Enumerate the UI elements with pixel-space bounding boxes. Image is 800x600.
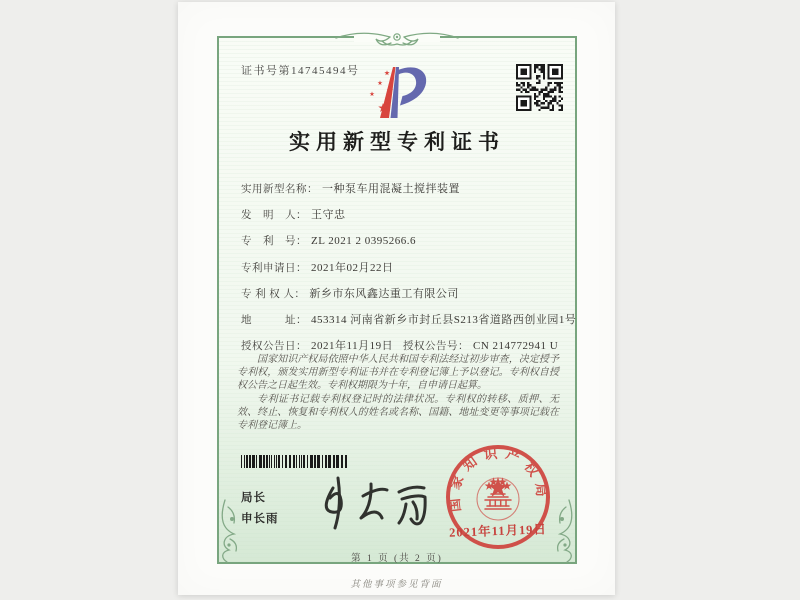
signer-title: 局长: [241, 492, 266, 504]
certificate-number: 证书号第14745494号: [241, 65, 360, 77]
legal-paragraph-1: 国家知识产权局依照中华人民共和国专利法经过初步审查，决定授予专利权，颁发实用新型专利证书并在专利登记簿上予以登记。专利权自授权公告之日起生效。专利权期限为十年，自申请日起算。: [237, 354, 559, 392]
signer-block: [241, 488, 279, 530]
legal-text: [237, 353, 559, 432]
page-number: 第 1 页 (共 2 页): [351, 554, 443, 564]
field-address: 地 址： 453314 河南省新乡市封丘县S213省道路西创业园1号: [241, 313, 577, 326]
field-filing-date: 专利申请日： 2021年02月22日: [241, 261, 394, 274]
patent-fields: [241, 179, 577, 362]
certificate-paper: [178, 2, 615, 595]
field-patent-number: 专 利 号： ZL 2021 2 0395266.6: [241, 235, 417, 248]
field-grant-announcement: 授权公告日： 2021年11月19日 授权公告号： CN 214772941 U: [241, 336, 561, 362]
handwritten-signature-icon: [305, 474, 435, 536]
cnipa-logo-icon: [359, 60, 439, 124]
field-patentee: 专 利 权 人： 新乡市东风鑫达重工有限公司: [241, 287, 459, 300]
certificate-frame: [217, 36, 577, 564]
seal-date: 2021年11月19日: [448, 522, 548, 540]
field-grant-number: 授权公告号： CN 214772941 U: [403, 340, 559, 353]
other-matters-note: 其他事项参见背面: [350, 580, 443, 590]
field-inventor: 发 明 人： 王守忠: [241, 209, 346, 222]
field-utility-model-name: 实用新型名称： 一种泵车用混凝土搅拌装置: [241, 183, 460, 195]
legal-paragraph-2: 专利证书记载专利权登记时的法律状况。专利权的转移、质押、无效、终止、恢复和专利权人的姓名或名称、国籍、地址变更等事项记载在专利登记簿上。: [237, 393, 559, 432]
seal-text: 国家知识产权局: [446, 445, 550, 513]
top-border-ornament-icon: [332, 24, 462, 51]
signer-name: 申长雨: [241, 513, 279, 525]
certificate-title: 实用新型专利证书: [289, 130, 505, 154]
barcode-icon: [241, 455, 348, 468]
qr-code-icon: [516, 64, 563, 111]
